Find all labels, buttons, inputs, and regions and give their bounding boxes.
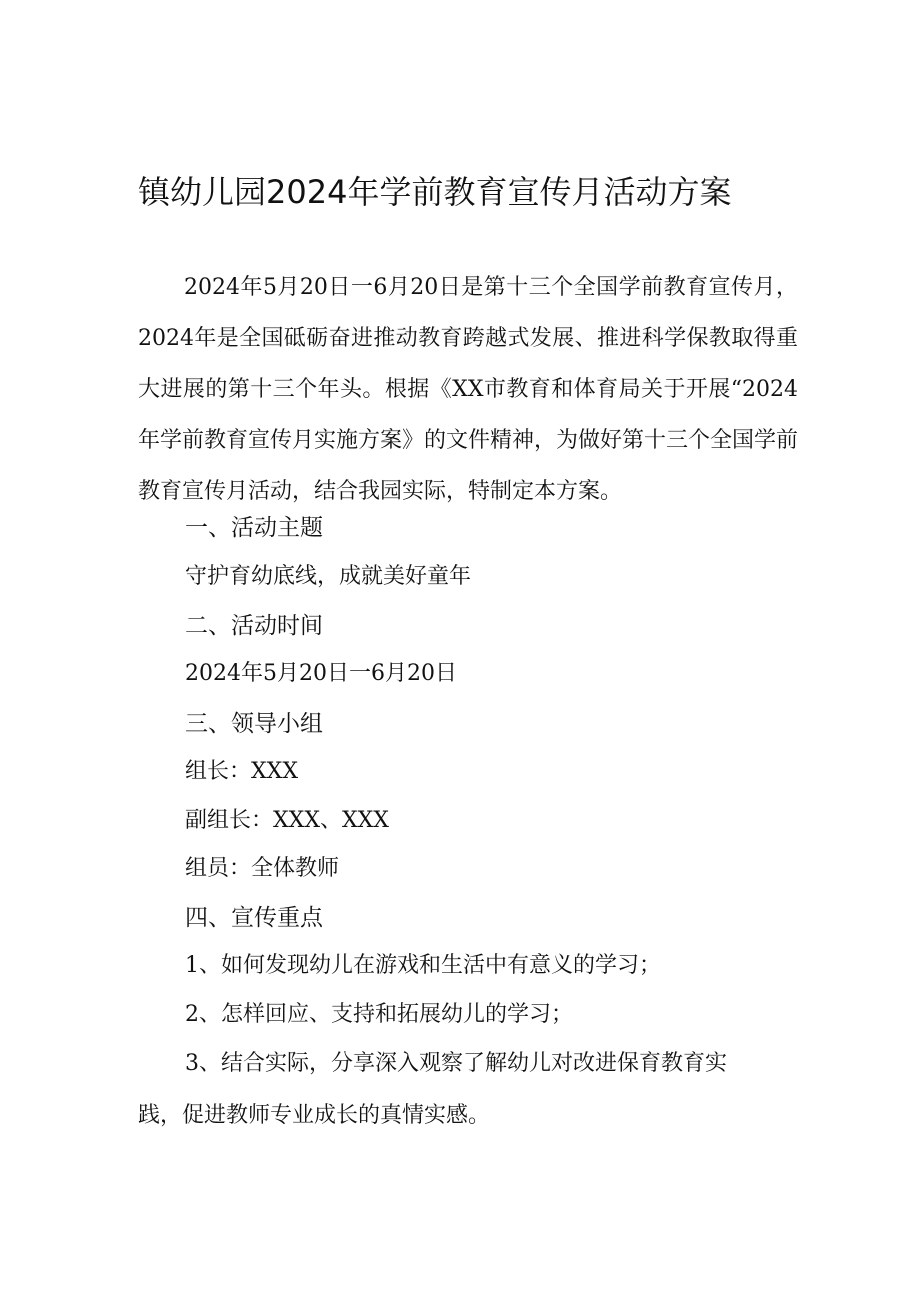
section-heading-time: 二、活动时间	[185, 613, 323, 639]
deputy-leader-text: 副组长：XXX、XXX	[185, 808, 389, 833]
focus-item-3-continuation: 践，促进教师专业成长的真情实感。	[138, 1103, 491, 1128]
section-heading-leadership: 三、领导小组	[185, 711, 323, 737]
intro-paragraph: 2024年5月20日一6月20日是第十三个全国学前教育宣传月，2024年是全国砥砺奋进推动教育跨越式发展、推进科学保教取得重大进展的第十三个年头。根据《XX市教育和体育局关于开展“2024年学前教育宣传月实施方案》的文件精神，为做好第十三个全国学前教育宣传月活动，结合我园实际，特制定本方案。	[138, 275, 799, 504]
focus-item-2: 2、怎样回应、支持和拓展幼儿的学习；	[185, 1002, 573, 1027]
focus-item-3: 3、结合实际，分享深入观察了解幼儿对改进保育教育实	[185, 1051, 727, 1076]
section-heading-focus: 四、宣传重点	[185, 905, 323, 931]
section-heading-theme: 一、活动主题	[185, 515, 323, 541]
focus-item-1: 1、如何发现幼儿在游戏和生活中有意义的学习；	[185, 953, 661, 978]
time-text: 2024年5月20日一6月20日	[185, 661, 457, 686]
theme-text: 守护育幼底线，成就美好童年	[185, 564, 472, 589]
members-text: 组员：全体教师	[185, 856, 340, 881]
document-title: 镇幼儿园2024年学前教育宣传月活动方案	[138, 173, 732, 211]
leader-text: 组长：XXX	[185, 759, 298, 784]
